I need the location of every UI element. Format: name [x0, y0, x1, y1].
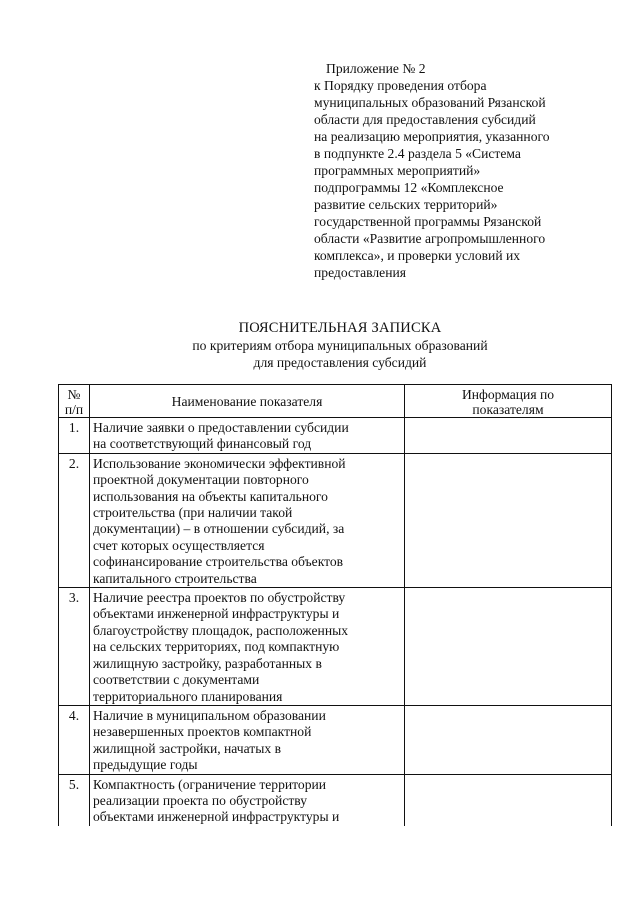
row-info-cell [405, 774, 612, 826]
appendix-line: предоставления [314, 265, 407, 280]
row-text-line: объектами инженерной инфраструктуры и [93, 606, 340, 622]
appendix-line: в подпункте 2.4 раздела 5 «Система [314, 146, 521, 161]
row-info-cell [405, 453, 612, 587]
row-info-cell [405, 588, 612, 706]
row-text-line: объектами инженерной инфраструктуры и [93, 809, 340, 825]
row-text-line: счет которых осуществляется [93, 537, 265, 553]
row-text-line: проектной документации повторного [93, 472, 309, 488]
row-text-line: реализации проекта по обустройству [93, 792, 308, 808]
appendix-line: развитие сельских территорий» [314, 197, 498, 212]
appendix-line: области для предоставления субсидий [314, 112, 536, 127]
row-text-line: софинансирование строительства объектов [93, 554, 344, 570]
row-indicator-name [90, 418, 405, 454]
row-number: 3. [59, 588, 90, 706]
appendix-line: Приложение № 2 [326, 61, 426, 76]
table-row [59, 774, 612, 826]
row-info-cell [405, 418, 612, 454]
row-text-line: жилищную застройку, разработанных в [93, 655, 322, 671]
document-subtitle-line: для предоставления субсидий [253, 355, 427, 370]
row-text-line: на сельских территориях, под компактную [93, 639, 340, 655]
criteria-table [58, 384, 612, 826]
row-text-line: использования на объекты капитального [93, 488, 328, 504]
header-indicator-name: Наименование показателя [90, 385, 405, 418]
table-row [59, 453, 612, 587]
row-text-line: предыдущие годы [93, 757, 198, 773]
row-info-cell [405, 705, 612, 774]
header-info-line2: показателям [472, 402, 544, 417]
document-title: ПОЯСНИТЕЛЬНАЯ ЗАПИСКА [238, 320, 442, 336]
table-row [59, 588, 612, 706]
row-indicator-name [90, 588, 405, 706]
row-number: 4. [59, 705, 90, 774]
table-header-row [59, 385, 612, 418]
header-number [59, 385, 90, 418]
row-text-line: благоустройству площадок, расположенных [93, 622, 349, 638]
appendix-line: на реализацию мероприятия, указанного [314, 129, 550, 144]
appendix-line: государственной программы Рязанской [314, 214, 542, 229]
appendix-line: к Порядку проведения отбора [314, 78, 487, 93]
header-number-line1: № [67, 387, 81, 402]
row-indicator-name [90, 774, 405, 826]
row-number: 5. [59, 774, 90, 826]
row-text-line: жилищной застройки, начатых в [93, 740, 281, 756]
table-row [59, 418, 612, 454]
row-text-line: Компактность (ограничение территории [93, 776, 327, 792]
row-text-line: на соответствующий финансовый год [93, 436, 312, 452]
table-row [59, 705, 612, 774]
row-text-line: документации) – в отношении субсидий, за [93, 521, 345, 537]
row-text-line: Использование экономически эффективной [93, 455, 346, 471]
header-indicator-info [405, 385, 612, 418]
appendix-line: комплекса», и проверки условий их [314, 248, 521, 263]
row-text-line: капитального строительства [93, 570, 257, 586]
row-text-line: соответствии с документами [93, 672, 260, 688]
row-text-line: строительства (при наличии такой [93, 505, 293, 521]
document-subtitle-line: по критериям отбора муниципальных образований [192, 338, 488, 353]
row-text-line: Наличие реестра проектов по обустройству [93, 590, 346, 606]
appendix-header [314, 60, 624, 281]
row-number: 1. [59, 418, 90, 454]
header-info-line1: Информация по [461, 387, 555, 402]
row-indicator-name [90, 453, 405, 587]
row-text-line: Наличие в муниципальном образовании [93, 707, 326, 723]
appendix-line: подпрограммы 12 «Комплексное [314, 180, 504, 195]
row-text-line: Наличие заявки о предоставлении субсидии [93, 420, 349, 435]
row-text-line: территориального планирования [93, 688, 283, 704]
appendix-line: муниципальных образований Рязанской [314, 95, 546, 110]
row-indicator-name [90, 705, 405, 774]
row-number: 2. [59, 453, 90, 587]
title-block [60, 320, 620, 371]
row-text-line: незавершенных проектов компактной [93, 724, 312, 740]
appendix-line: программных мероприятий» [314, 163, 481, 178]
header-number-line2: п/п [64, 402, 84, 417]
appendix-line: области «Развитие агропромышленного [314, 231, 546, 246]
